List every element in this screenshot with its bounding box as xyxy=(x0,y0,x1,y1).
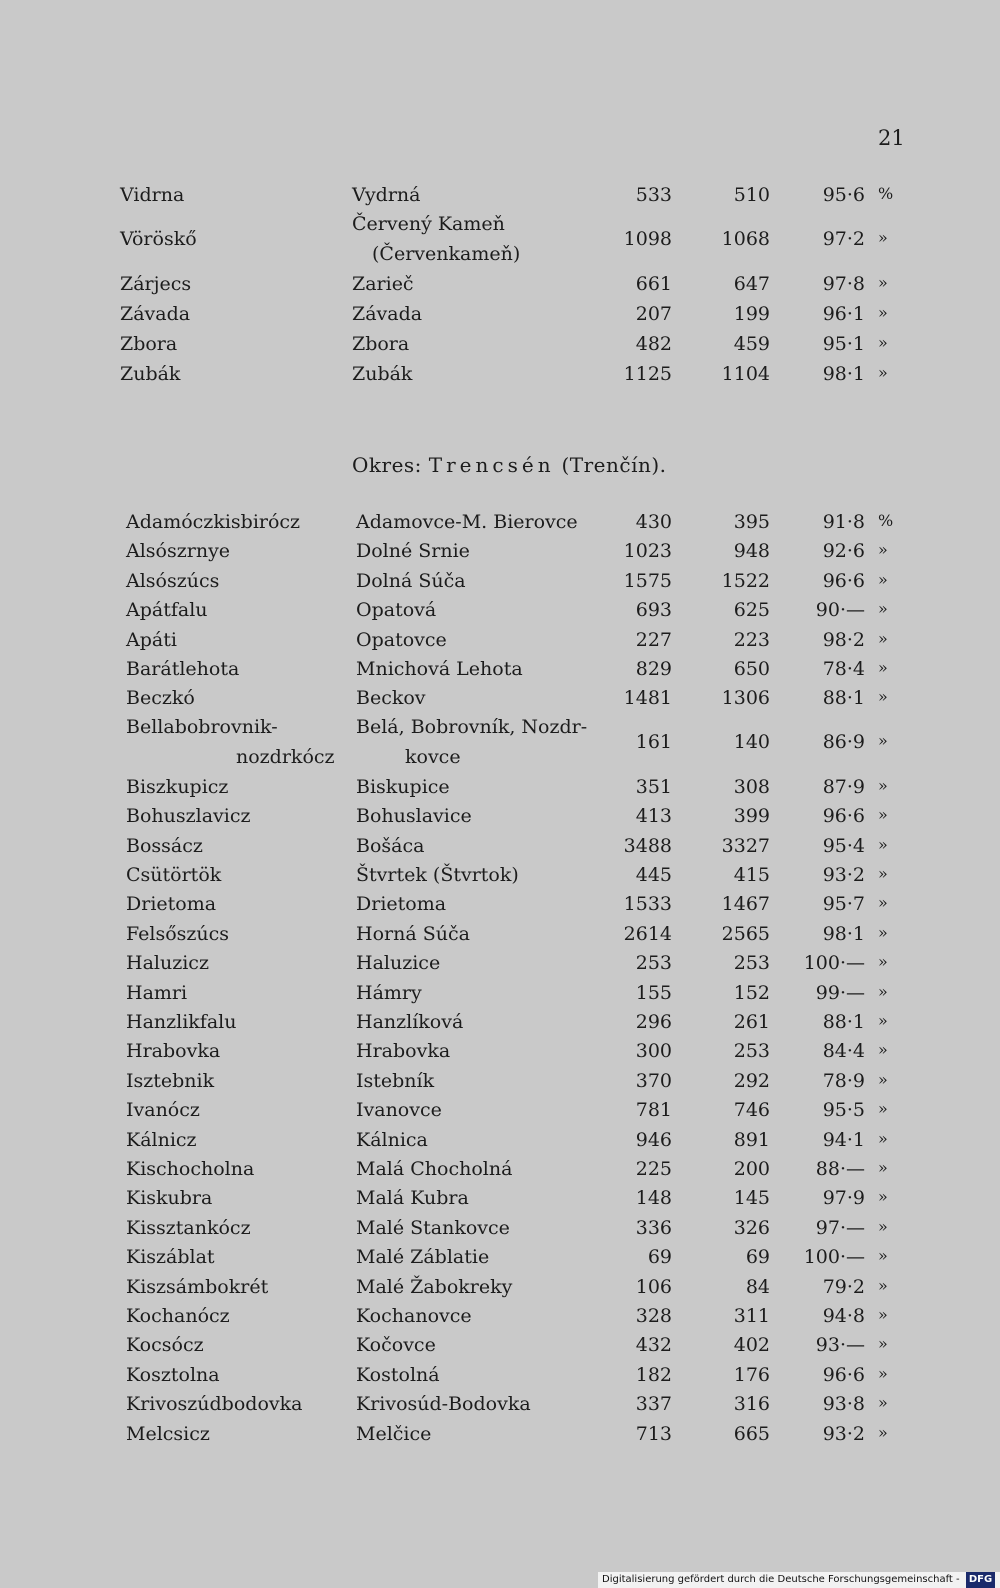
hungarian-name: Drietoma xyxy=(126,893,217,916)
hungarian-name: Biszkupicz xyxy=(126,775,229,798)
percentage: 98·2 xyxy=(822,628,865,651)
ditto-mark: » xyxy=(878,599,888,619)
population-slovak: 1068 xyxy=(721,228,770,250)
table-row xyxy=(0,891,1000,921)
percent-unit: % xyxy=(878,184,894,203)
slovak-name: Kočovce xyxy=(356,1334,436,1357)
population-slovak: 199 xyxy=(733,303,770,325)
hungarian-name: Kischocholna xyxy=(126,1158,255,1180)
percentage: 95·4 xyxy=(822,834,865,857)
population-slovak: 311 xyxy=(733,1305,770,1327)
hungarian-name: Kálnicz xyxy=(126,1128,197,1151)
percentage: 94·8 xyxy=(822,1305,865,1327)
table-row xyxy=(0,774,1000,804)
hungarian-name: Bellabobrovnik- xyxy=(126,715,278,738)
hungarian-name: Závada xyxy=(120,303,191,325)
population-total: 328 xyxy=(635,1305,672,1327)
slovak-name: Opatová xyxy=(356,599,437,622)
population-slovak: 395 xyxy=(733,511,770,533)
slovak-name: Štvrtek (Štvrtok) xyxy=(356,864,519,886)
population-slovak: 399 xyxy=(733,805,770,828)
percentage: 93·2 xyxy=(822,864,865,886)
ditto-mark: » xyxy=(878,333,888,352)
percentage: 95·1 xyxy=(822,333,865,355)
population-total: 430 xyxy=(635,511,672,533)
ditto-mark: » xyxy=(878,1393,888,1413)
slovak-name: Hámry xyxy=(356,981,422,1004)
table-row xyxy=(0,1068,1000,1098)
slovak-name: Krivosúd-Bodovka xyxy=(356,1393,531,1416)
population-total: 432 xyxy=(635,1334,672,1357)
percentage: 100·— xyxy=(803,1246,865,1269)
population-total: 336 xyxy=(635,1216,672,1239)
percentage: 94·1 xyxy=(822,1128,865,1151)
slovak-name: Vydrná xyxy=(352,184,421,206)
hungarian-name: Isztebnik xyxy=(126,1069,215,1092)
table-row xyxy=(0,1185,1000,1215)
ditto-mark: » xyxy=(878,628,888,648)
percentage: 92·6 xyxy=(822,540,865,563)
percentage: 93·2 xyxy=(822,1422,865,1445)
percentage: 88·— xyxy=(815,1158,865,1180)
population-slovak: 84 xyxy=(745,1275,770,1298)
ditto-mark: » xyxy=(878,228,888,247)
ditto-mark: » xyxy=(878,569,888,589)
table-row xyxy=(0,509,1000,539)
population-slovak: 1467 xyxy=(721,893,770,916)
population-total: 106 xyxy=(635,1275,672,1298)
percentage: 93·8 xyxy=(822,1393,865,1416)
percentage: 95·7 xyxy=(822,893,865,916)
hungarian-name: Vöröskő xyxy=(120,228,197,250)
table-row xyxy=(0,656,1000,686)
slovak-name: Kostolná xyxy=(356,1363,440,1386)
slovak-name: Kálnica xyxy=(356,1128,428,1151)
percentage: 78·9 xyxy=(822,1069,865,1092)
percentage: 87·9 xyxy=(822,775,865,798)
percentage: 98·1 xyxy=(822,922,865,945)
ditto-mark: » xyxy=(878,805,888,825)
population-slovak: 2565 xyxy=(721,922,770,945)
population-slovak: 145 xyxy=(733,1187,770,1210)
hungarian-name: Melcsicz xyxy=(126,1422,210,1445)
percentage: 79·2 xyxy=(822,1275,865,1298)
hungarian-name: Vidrna xyxy=(120,184,185,206)
ditto-mark: » xyxy=(878,922,888,942)
table-row xyxy=(0,301,1000,331)
table-row xyxy=(0,950,1000,980)
slovak-name: Ivanovce xyxy=(356,1099,442,1122)
ditto-mark: » xyxy=(878,687,888,707)
population-slovak: 3327 xyxy=(721,834,770,857)
slovak-name: Dolná Súča xyxy=(356,569,466,592)
table-row xyxy=(0,1274,1000,1304)
population-total: 155 xyxy=(635,981,672,1004)
hungarian-name: Kissztankócz xyxy=(126,1216,251,1239)
percentage: 97·2 xyxy=(822,228,865,250)
hungarian-name: Kiszsámbokrét xyxy=(126,1275,269,1298)
population-slovak: 1104 xyxy=(721,363,770,385)
population-slovak: 1522 xyxy=(721,569,770,592)
table-row xyxy=(0,1009,1000,1039)
percentage: 98·1 xyxy=(822,363,865,385)
ditto-mark: » xyxy=(878,730,888,750)
heading-district-name: Trencsén xyxy=(428,453,555,477)
slovak-name: Malé Stankovce xyxy=(356,1216,510,1239)
population-slovak: 152 xyxy=(733,981,770,1004)
table-row xyxy=(0,1097,1000,1127)
percentage: 95·5 xyxy=(822,1099,865,1122)
slovak-name: Malé Záblatie xyxy=(356,1246,490,1269)
ditto-mark: » xyxy=(878,864,888,883)
population-slovak: 326 xyxy=(733,1216,770,1239)
population-slovak: 308 xyxy=(733,775,770,798)
ditto-mark: » xyxy=(878,1040,888,1060)
slovak-name: Mnichová Lehota xyxy=(356,658,523,680)
population-total: 1023 xyxy=(623,540,672,563)
population-total: 1575 xyxy=(623,569,672,592)
slovak-name: Melčice xyxy=(356,1422,432,1445)
table-row xyxy=(0,568,1000,598)
table-row xyxy=(0,862,1000,892)
slovak-name: Malá Chocholná xyxy=(356,1158,513,1180)
ditto-mark: » xyxy=(878,981,888,1001)
table-row xyxy=(0,1244,1000,1274)
slovak-name: Hanzlíková xyxy=(356,1011,464,1033)
hungarian-name: Krivoszúdbodovka xyxy=(126,1393,303,1416)
table-row xyxy=(0,597,1000,627)
table-row xyxy=(0,1362,1000,1392)
slovak-name: Horná Súča xyxy=(356,922,470,945)
page-number: 21 xyxy=(878,126,905,150)
population-total: 161 xyxy=(635,730,672,753)
slovak-name: Istebník xyxy=(356,1069,435,1092)
percentage: 90·— xyxy=(815,599,865,622)
slovak-name: Adamovce-M. Bierovce xyxy=(356,511,578,533)
ditto-mark: » xyxy=(878,363,888,382)
population-total: 182 xyxy=(635,1363,672,1386)
section-heading xyxy=(352,453,667,477)
slovak-name: Bošáca xyxy=(356,834,425,857)
population-slovak: 746 xyxy=(733,1099,770,1122)
table-row xyxy=(0,1127,1000,1157)
slovak-name: Kochanovce xyxy=(356,1305,472,1327)
population-total: 227 xyxy=(635,628,672,651)
population-slovak: 459 xyxy=(733,333,770,355)
table-row xyxy=(0,1215,1000,1245)
table-row xyxy=(0,627,1000,657)
ditto-mark: » xyxy=(878,1011,888,1030)
population-slovak: 625 xyxy=(733,599,770,622)
population-total: 2614 xyxy=(623,922,672,945)
population-total: 781 xyxy=(635,1099,672,1122)
hungarian-name: Apáti xyxy=(126,628,177,651)
ditto-mark: » xyxy=(878,1216,888,1236)
percentage: 97·8 xyxy=(822,273,865,295)
percentage: 96·6 xyxy=(822,805,865,828)
slovak-name: Zarieč xyxy=(352,273,414,295)
population-total: 445 xyxy=(635,864,672,886)
hungarian-name: Zbora xyxy=(120,333,178,355)
population-total: 296 xyxy=(635,1011,672,1033)
population-total: 370 xyxy=(635,1069,672,1092)
population-total: 351 xyxy=(635,775,672,798)
population-slovak: 69 xyxy=(745,1246,770,1269)
table-row xyxy=(0,980,1000,1010)
ditto-mark: » xyxy=(878,893,888,913)
slovak-name: Belá, Bobrovník, Nozdr- xyxy=(356,715,588,738)
table-row xyxy=(0,1156,1000,1186)
population-total: 693 xyxy=(635,599,672,622)
population-slovak: 665 xyxy=(733,1422,770,1445)
slovak-name: Červený Kameň xyxy=(352,213,505,235)
hungarian-name: Haluzicz xyxy=(126,952,209,975)
table-row xyxy=(0,1038,1000,1068)
hungarian-name: Apátfalu xyxy=(126,599,208,622)
table-row xyxy=(0,685,1000,715)
hungarian-name: Kiskubra xyxy=(126,1187,213,1210)
hungarian-name-cont: nozdrkócz xyxy=(236,745,335,768)
dfg-logo: DFG xyxy=(966,1572,995,1588)
slovak-name: Bohuslavice xyxy=(356,805,472,828)
population-total: 661 xyxy=(635,273,672,295)
slovak-name: Dolné Srnie xyxy=(356,540,470,563)
heading-prefix: Okres: xyxy=(352,453,422,477)
percentage: 96·6 xyxy=(822,1363,865,1386)
population-slovak: 415 xyxy=(733,864,770,886)
population-slovak: 647 xyxy=(733,273,770,295)
population-total: 1533 xyxy=(623,893,672,916)
population-total: 148 xyxy=(635,1187,672,1210)
hungarian-name: Alsószúcs xyxy=(126,569,220,592)
population-slovak: 140 xyxy=(733,730,770,753)
ditto-mark: » xyxy=(878,1158,888,1177)
hungarian-name: Zárjecs xyxy=(120,273,192,295)
slovak-name-alt: (Červenkameň) xyxy=(372,243,521,265)
table-row xyxy=(0,331,1000,361)
table-row xyxy=(0,271,1000,301)
hungarian-name: Felsőszúcs xyxy=(126,922,230,945)
population-slovak: 223 xyxy=(733,628,770,651)
percentage: 86·9 xyxy=(822,730,865,753)
percentage: 91·8 xyxy=(822,511,865,533)
population-slovak: 292 xyxy=(733,1069,770,1092)
percentage: 88·1 xyxy=(822,1011,865,1033)
population-total: 533 xyxy=(635,184,672,206)
slovak-name: Zbora xyxy=(352,333,410,355)
ditto-mark: » xyxy=(878,1334,888,1354)
population-slovak: 650 xyxy=(733,658,770,680)
ditto-mark: » xyxy=(878,540,888,560)
ditto-mark: » xyxy=(878,1422,888,1442)
slovak-name: Závada xyxy=(352,303,423,325)
hungarian-name: Kocsócz xyxy=(126,1334,204,1357)
percentage: 96·1 xyxy=(822,303,865,325)
population-total: 1481 xyxy=(623,687,672,710)
hungarian-name: Csütörtök xyxy=(126,864,222,886)
population-total: 300 xyxy=(635,1040,672,1063)
population-total: 3488 xyxy=(623,834,672,857)
footer-text: Digitalisierung gefördert durch die Deutsche Forschungsgemeinschaft - xyxy=(602,1574,960,1585)
population-total: 253 xyxy=(635,952,672,975)
population-total: 713 xyxy=(635,1422,672,1445)
population-slovak: 176 xyxy=(733,1363,770,1386)
percentage: 100·— xyxy=(803,952,865,975)
hungarian-name: Hrabovka xyxy=(126,1040,221,1063)
table-row xyxy=(0,1332,1000,1362)
percentage: 88·1 xyxy=(822,687,865,710)
hungarian-name: Hamri xyxy=(126,981,188,1004)
slovak-name: Hrabovka xyxy=(356,1040,451,1063)
slovak-name: Zubák xyxy=(352,363,413,385)
hungarian-name: Adamóczkisbirócz xyxy=(126,511,301,533)
hungarian-name: Beczkó xyxy=(126,687,195,710)
ditto-mark: » xyxy=(878,1275,888,1295)
slovak-name: Biskupice xyxy=(356,775,450,798)
percentage: 93·— xyxy=(815,1334,865,1357)
hungarian-name: Barátlehota xyxy=(126,658,240,680)
population-total: 829 xyxy=(635,658,672,680)
population-slovak: 510 xyxy=(733,184,770,206)
digitization-footer xyxy=(598,1572,1000,1588)
slovak-name: Beckov xyxy=(356,687,426,710)
table-row xyxy=(0,1303,1000,1333)
population-slovak: 200 xyxy=(733,1158,770,1180)
slovak-name: Opatovce xyxy=(356,628,447,651)
percent-unit: % xyxy=(878,511,894,530)
slovak-name-cont: kovce xyxy=(405,745,461,768)
population-slovak: 253 xyxy=(733,1040,770,1063)
population-total: 946 xyxy=(635,1128,672,1151)
heading-district-alt: (Trenčín). xyxy=(561,453,667,477)
hungarian-name: Bohuszlavicz xyxy=(126,805,251,828)
ditto-mark: » xyxy=(878,1305,888,1324)
population-slovak: 253 xyxy=(733,952,770,975)
hungarian-name: Ivanócz xyxy=(126,1099,200,1122)
hungarian-name: Hanzlikfalu xyxy=(126,1011,237,1033)
hungarian-name: Bossácz xyxy=(126,834,203,857)
slovak-name: Haluzice xyxy=(356,952,441,975)
table-row xyxy=(0,1391,1000,1421)
table-row xyxy=(0,538,1000,568)
population-slovak: 948 xyxy=(733,540,770,563)
hungarian-name: Kosztolna xyxy=(126,1363,220,1386)
population-total: 1125 xyxy=(623,363,672,385)
population-slovak: 316 xyxy=(733,1393,770,1416)
population-total: 225 xyxy=(635,1158,672,1180)
slovak-name: Drietoma xyxy=(356,893,447,916)
ditto-mark: » xyxy=(878,1128,888,1148)
population-slovak: 402 xyxy=(733,1334,770,1357)
percentage: 97·— xyxy=(815,1216,865,1239)
ditto-mark: » xyxy=(878,952,888,972)
ditto-mark: » xyxy=(878,303,888,322)
hungarian-name: Kiszáblat xyxy=(126,1246,215,1269)
population-total: 207 xyxy=(635,303,672,325)
percentage: 97·9 xyxy=(822,1187,865,1210)
hungarian-name: Alsószrnye xyxy=(126,540,231,563)
ditto-mark: » xyxy=(878,1363,888,1383)
percentage: 95·6 xyxy=(822,184,865,206)
population-slovak: 261 xyxy=(733,1011,770,1033)
population-total: 337 xyxy=(635,1393,672,1416)
ditto-mark: » xyxy=(878,273,888,292)
population-total: 413 xyxy=(635,805,672,828)
table-row xyxy=(0,833,1000,863)
ditto-mark: » xyxy=(878,1069,888,1089)
ditto-mark: » xyxy=(878,1099,888,1119)
ditto-mark: » xyxy=(878,1246,888,1266)
table-row xyxy=(0,921,1000,951)
table-row xyxy=(0,1421,1000,1451)
table-row xyxy=(0,361,1000,391)
slovak-name: Malá Kubra xyxy=(356,1187,469,1210)
percentage: 84·4 xyxy=(822,1040,865,1063)
table-row xyxy=(0,803,1000,833)
percentage: 99·— xyxy=(815,981,865,1004)
population-total: 1098 xyxy=(623,228,672,250)
hungarian-name: Zubák xyxy=(120,363,181,385)
hungarian-name: Kochanócz xyxy=(126,1305,230,1327)
population-slovak: 1306 xyxy=(721,687,770,710)
percentage: 78·4 xyxy=(822,658,865,680)
population-slovak: 891 xyxy=(733,1128,770,1151)
ditto-mark: » xyxy=(878,775,888,795)
ditto-mark: » xyxy=(878,834,888,854)
table-row xyxy=(0,182,1000,212)
population-total: 69 xyxy=(647,1246,672,1269)
ditto-mark: » xyxy=(878,658,888,677)
population-total: 482 xyxy=(635,333,672,355)
percentage: 96·6 xyxy=(822,569,865,592)
ditto-mark: » xyxy=(878,1187,888,1207)
slovak-name: Malé Žabokreky xyxy=(356,1275,513,1298)
